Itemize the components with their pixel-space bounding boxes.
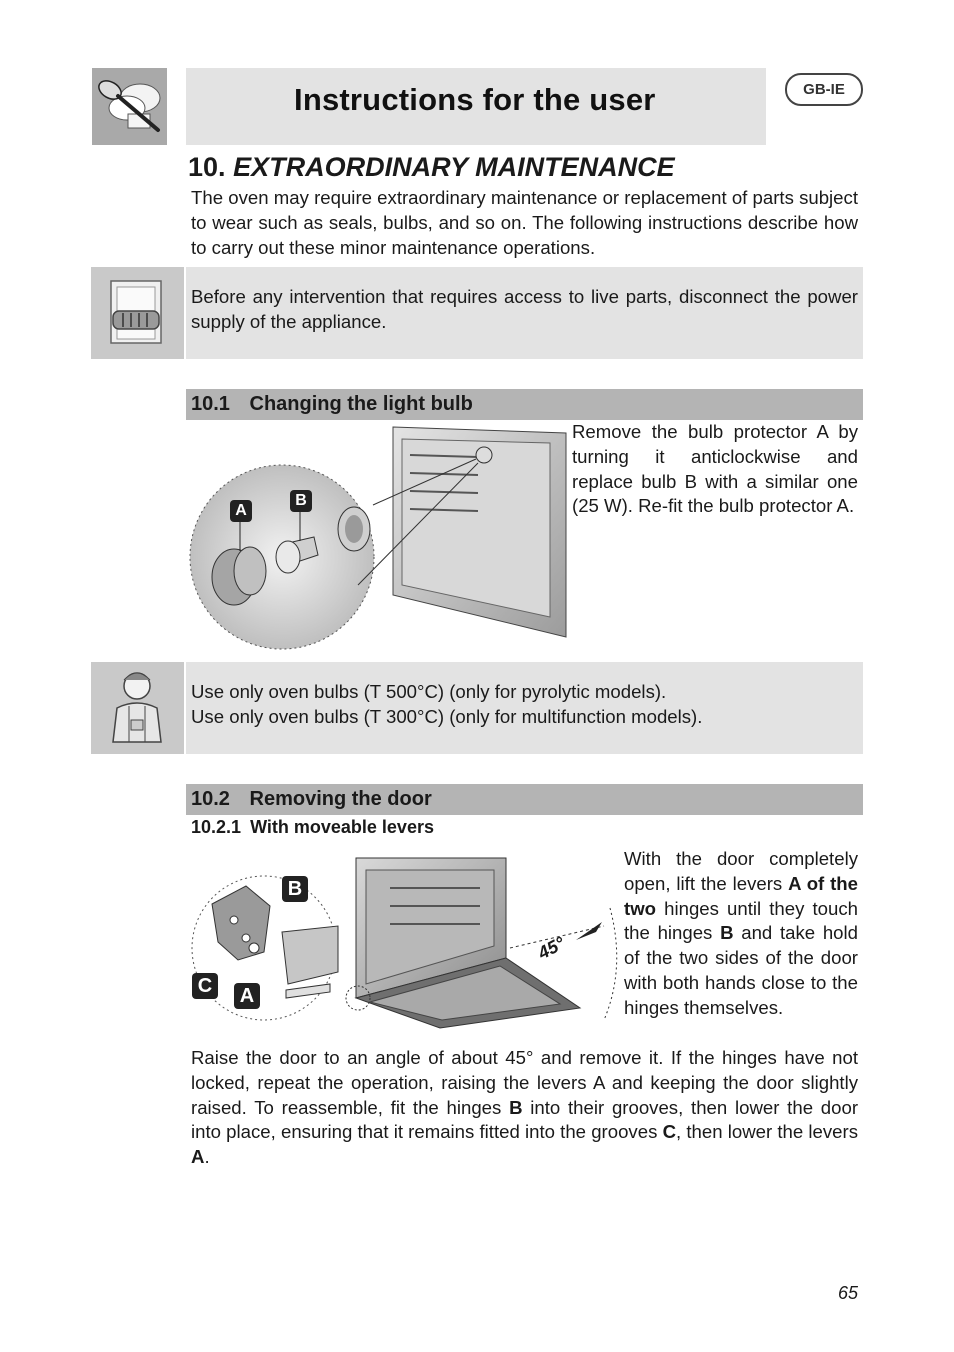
subsection-title: Removing the door <box>249 788 432 810</box>
door-body-emphasis-a: A <box>191 1146 205 1168</box>
section-heading: EXTRAORDINARY MAINTENANCE <box>233 152 675 182</box>
warning-bulbs-text <box>191 680 858 730</box>
label-a-marker: A <box>230 500 252 522</box>
door-body-text-2: into their grooves, then lower the door into place, ensuring that it remains fitted into the grooves <box>191 1096 859 1143</box>
section-number: 10. <box>188 152 226 182</box>
bulb-instructions: Remove the bulb protector A by turning it anticlockwise and replace bulb B with a similar one (25 W). Re-fit the bulb protector A. <box>572 421 858 517</box>
subsection-number: 10.2 <box>191 788 230 810</box>
page-title: Instructions for the user <box>294 82 656 117</box>
label-b-marker: B <box>290 490 312 512</box>
door-body-text-1: Raise the door to an angle of about 45° and remove it. If the hinges have not locked, repeat the operation, raising the levers A and keeping the door slightly raised. To reassemble, fit the hinges <box>191 1047 858 1118</box>
door-body-instructions <box>191 1046 858 1170</box>
door-body-text-4: . <box>204 1146 210 1168</box>
language-badge: GB-IE <box>785 73 863 106</box>
subsubsection-title <box>191 817 434 838</box>
angle-label: 45° <box>534 932 569 964</box>
door-side-instructions <box>624 847 858 1021</box>
subsection-bar-door <box>186 784 863 815</box>
section-title <box>188 152 675 183</box>
bulb-replacement-illustration <box>188 425 568 660</box>
door-side-text-3: and take hold of the two sides of the door with both hands close to the hinges themselves. <box>624 922 858 1018</box>
label-a-marker: A <box>234 983 260 1009</box>
door-side-emphasis-levers: A of the two <box>624 872 859 919</box>
warning-bulbs-line-2: Use only oven bulbs (T 300°C) (only for multifunction models). <box>191 705 703 727</box>
chef-spoon-icon <box>92 68 167 145</box>
technician-icon <box>91 662 184 754</box>
label-b-marker: B <box>282 876 308 902</box>
door-body-emphasis-b: B <box>509 1096 523 1118</box>
label-c-marker: C <box>192 973 218 999</box>
warning-bulbs-line-1: Use only oven bulbs (T 500°C) (only for pyrolytic models). <box>191 681 667 702</box>
warning-power-text: Before any intervention that requires access to live parts, disconnect the power supply of the appliance. <box>191 286 858 332</box>
door-body-text-3: , then lower the levers <box>676 1121 858 1143</box>
subsubsection-number: 10.2.1 <box>191 817 242 837</box>
door-side-text-1: With the door completely open, lift the levers <box>624 848 858 894</box>
page-number: 65 <box>838 1283 859 1303</box>
subsection-bar-light-bulb <box>186 389 863 420</box>
door-side-text-2: hinges until they touch the hinges <box>624 897 858 944</box>
plug-socket-icon <box>91 267 184 359</box>
subsection-number: 10.1 <box>191 393 230 415</box>
intro-paragraph: The oven may require extraordinary maintenance or replacement of parts subject to wear such as seals, bulbs, and so on. The following instructions describe how to carry out these minor maintenance operations. <box>191 187 858 258</box>
door-body-emphasis-c: C <box>662 1121 676 1143</box>
door-side-emphasis-hinges: B <box>720 922 734 944</box>
subsection-title: Changing the light bulb <box>249 393 473 415</box>
subsubsection-heading: With moveable levers <box>250 817 434 837</box>
